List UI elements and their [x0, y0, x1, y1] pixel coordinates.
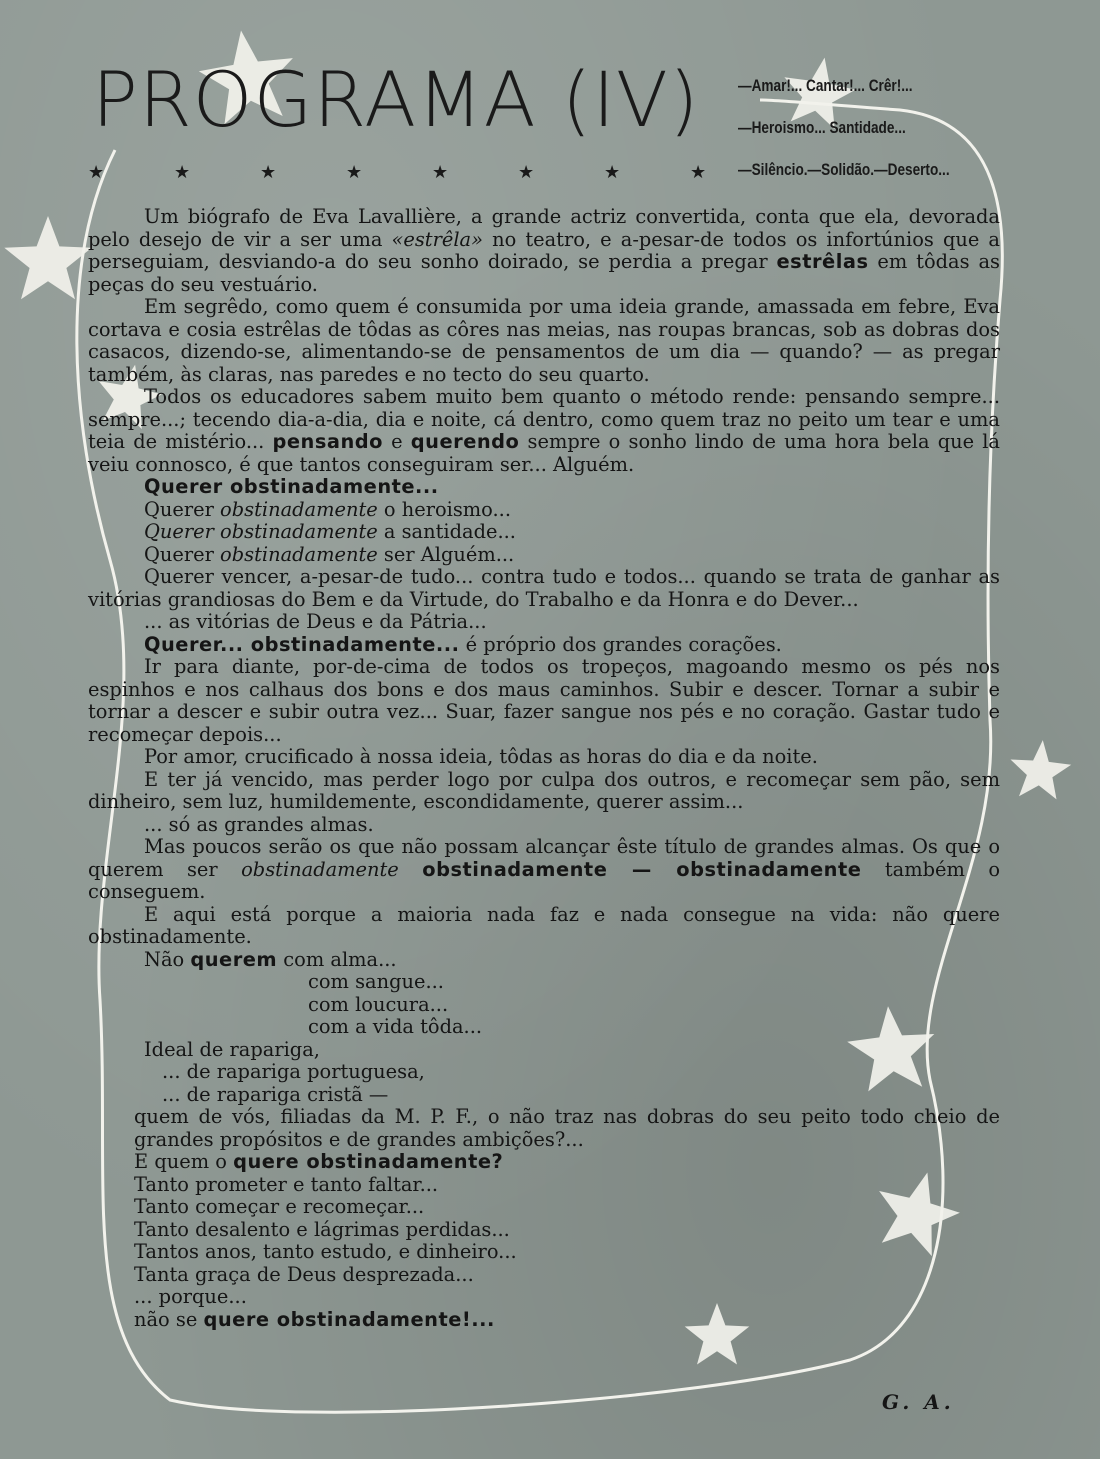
line: Querer obstinadamente o heroismo...	[144, 497, 512, 521]
tagline-love: —Amar!... Cantar!... Crêr!...	[738, 76, 913, 95]
paragraph: Ir para diante, por-de-cima de todos os tropeços, magoando mesmo os pés nos espinhos e nos calhaus dos bons e dos maus caminhos. Subir e descer. Tornar a subir e tornar a descer e subir outra vez... Suar, fazer sangue nos pés e no coração. Gastar tudo e recomeçar depois...	[88, 655, 1000, 746]
tagline-silence: —Silêncio.—Solidão.—Deserto...	[738, 160, 950, 179]
paragraph: Mas poucos serão os que não possam alcançar êste título de grandes almas. Os que o querem ser obstinadamente obstinadamente — obstinadamente também o conseguem.	[88, 835, 1000, 903]
star-icon: ★	[174, 162, 191, 183]
paragraph: Todos os educadores sabem muito bem quanto o método rende: pensando sempre... sempre...; tecendo dia-a-dia, dia e noite, cá dentro, como quem traz no peito um tear e uma teia de mistério... pensando e querendo sempre o sonho lindo de uma hora bela que lá veiu connosco, é que tantos conseguiram ser... Alguém.	[88, 385, 1000, 476]
paragraph: Um biógrafo de Eva Lavallière, a grande actriz convertida, conta que ela, devorada pelo desejo de vir a ser uma «estrêla» no teatro, e a-pesar-de todos os infortúnios que a perseguiam, desviando-a do seu sonho doirado, se perdia a pregar estrêlas em tôdas as peças do seu vestuário.	[88, 205, 1000, 296]
line: Querer... obstinadamente... é próprio dos grandes corações.	[144, 632, 782, 656]
line: Tanto prometer e tanto faltar...	[134, 1172, 439, 1196]
signature: G. A.	[882, 1390, 955, 1414]
line: ... porque...	[134, 1285, 247, 1308]
line: com loucura...	[308, 992, 449, 1016]
tagline-heroism: —Heroismo... Santidade...	[738, 118, 906, 137]
line: Tanto começar e recomeçar...	[134, 1195, 425, 1218]
line: Não querem com alma...	[144, 947, 397, 971]
line: com a vida tôda...	[308, 1015, 483, 1038]
line: não se quere obstinadamente!...	[134, 1307, 495, 1331]
line: Querer obstinadamente...	[144, 475, 439, 498]
paragraph: E aqui está porque a maioria nada faz e nada consegue na vida: não quere obstinadamente.	[88, 902, 1000, 948]
paragraph: Querer vencer, a-pesar-de tudo... contra tudo e todos... quando se trata de ganhar as vitórias grandiosas do Bem e da Virtude, do Trabalho e da Honra e do Dever...	[88, 565, 1000, 611]
line: Tantos anos, tanto estudo, e dinheiro...	[134, 1240, 517, 1263]
line: Ideal de rapariga,	[144, 1037, 320, 1061]
line: Tanto desalento e lágrimas perdidas...	[134, 1217, 510, 1241]
line: ... de rapariga portuguesa,	[162, 1060, 425, 1083]
star-icon: ★	[346, 162, 363, 183]
star-icon: ★	[260, 162, 277, 183]
star-icon	[1011, 740, 1072, 799]
line: ... as vitórias de Deus e da Pátria...	[144, 610, 487, 633]
star-icon: ★	[604, 162, 621, 183]
star-icon: ★	[88, 162, 105, 183]
paragraph: quem de vós, filiadas da M. P. F., o não traz nas dobras do seu peito todo cheio de grandes propósitos e de grandes ambições?...	[134, 1105, 1000, 1151]
line: E quem o quere obstinadamente?	[134, 1150, 504, 1173]
star-icon: ★	[518, 162, 535, 183]
title-star-row	[88, 162, 776, 183]
page-title: PROGRAMA (IV)	[92, 55, 700, 144]
line: ... de rapariga cristã —	[162, 1082, 389, 1106]
paragraph: E ter já vencido, mas perder logo por culpa dos outros, e recomeçar sem pão, sem dinheiro, sem luz, humildemente, escondidamente, querer assim...	[88, 767, 1000, 813]
article-body	[88, 206, 1000, 1331]
line: ... só as grandes almas.	[144, 812, 374, 836]
star-icon: ★	[432, 162, 449, 183]
line: Querer obstinadamente ser Alguém...	[144, 542, 515, 566]
paragraph: Por amor, crucificado à nossa ideia, tôdas as horas do dia e da noite.	[144, 745, 818, 768]
paragraph: Em segrêdo, como quem é consumida por uma ideia grande, amassada em febre, Eva cortava e cosia estrêlas de tôdas as côres nas meias, nas roupas brancas, sob as dobras dos casacos, dizendo-se, alimentando-se de pensamentos de um dia — quando? — as pregar também, às claras, nas paredes e no tecto do seu quarto.	[88, 295, 1000, 386]
star-icon: ★	[690, 162, 707, 183]
line: Tanta graça de Deus desprezada...	[134, 1262, 474, 1286]
line: Querer obstinadamente a santidade...	[144, 520, 516, 543]
line: com sangue...	[308, 970, 444, 993]
